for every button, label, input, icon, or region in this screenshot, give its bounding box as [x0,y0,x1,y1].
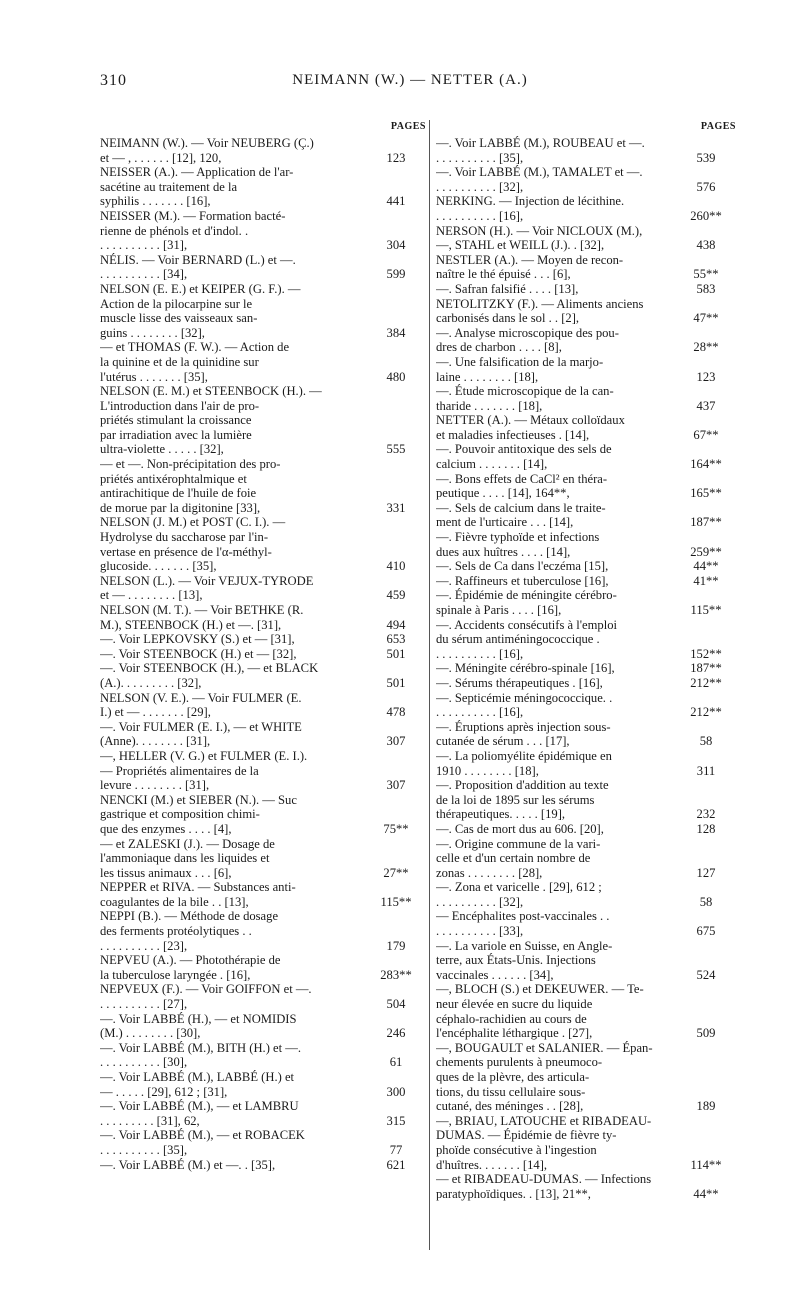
index-entry [436,413,736,442]
entry-page-number: 41** [693,573,719,588]
entry-line: Hydrolyse du saccharose par l'in- [100,530,269,545]
entry-line: tions, du tissu cellulaire sous- [436,1084,586,1099]
index-entry [100,574,426,603]
entry-page-number: 67** [693,427,719,442]
entry-page-number: 576 [696,179,716,194]
index-entry [436,1172,736,1201]
entry-page-number: 187** [690,661,722,676]
entry-line: . . . . . . . . . . [16], [436,208,524,223]
entry-page-number: 77 [389,1142,403,1157]
index-entry [100,953,426,982]
entry-page-number: 44** [693,559,719,574]
index-entry [100,1158,426,1173]
index-entry [100,209,426,253]
entry-line: —, BRIAU, LATOUCHE et RIBADEAU- [436,1113,652,1128]
entry-line: chements purulents à pneumoco- [436,1055,603,1070]
entry-line: terre, aux États-Unis. Injections [436,953,596,968]
entry-page-number: 28** [693,340,719,355]
entry-line: NEIMANN (W.). — Voir NEUBERG (Ç.) [100,136,314,150]
entry-line: muscle lisse des vaisseaux san- [100,311,258,326]
entry-page-number: 123 [696,369,716,384]
entry-page-number: 410 [386,559,406,574]
index-entry [436,749,736,778]
entry-line: . . . . . . . . . . [27], [100,997,188,1012]
entry-page-number: 599 [386,267,406,282]
entry-page-number: 152** [690,646,722,661]
entry-line: —. Raffineurs et tuberculose [16], [436,573,609,588]
index-entry [100,661,426,690]
entry-page-number: 128 [696,821,716,836]
index-entry [100,793,426,837]
index-entry [436,574,736,589]
index-entry [100,632,426,647]
entry-page-number: 27** [383,865,409,880]
entry-line: de la loi de 1895 sur les sérums [436,792,595,807]
entry-line: NELSON (E. E.) et KEIPER (G. F.). — [100,281,301,296]
entry-line: —. Accidents consécutifs à l'emploi [436,617,617,632]
entry-line: coagulantes de la bile . . [13], [100,894,249,909]
entry-page-number: 212** [690,675,722,690]
entry-line: NEPVEU (A.). — Photothérapie de [100,953,281,968]
index-entry [436,165,736,194]
entry-line: —. Proposition d'addition au texte [436,778,609,793]
index-entry [100,880,426,909]
pages-column-header: PAGES [700,121,736,132]
index-entry [436,253,736,282]
entry-page-number: 179 [386,938,406,953]
entry-line: l'encéphalite léthargique . [27], [436,1026,593,1041]
index-entry [436,720,736,749]
entry-page-number: 283** [380,967,412,982]
entry-line: naître le thé épuisé . . . [6], [436,267,571,282]
entry-line: NEPPER et RIVA. — Substances anti- [100,880,296,895]
entry-line: (Anne). . . . . . . . [31], [100,734,211,749]
entry-line: sacétine au traitement de la [100,179,238,194]
entry-line: —. Étude microscopique de la can- [436,384,614,399]
entry-line: céphalo-rachidien au cours de [436,1011,587,1026]
index-entry [436,136,736,165]
entry-line: NEISSER (A.). — Application de l'ar- [100,165,294,180]
entry-line: peutique . . . . [14], 164**, [436,486,570,501]
entry-line: et — , . . . . . . [12], 120, [100,150,222,165]
column-divider [429,120,430,1250]
entry-page-number: 437 [696,398,716,413]
entry-line: NELSON (V. E.). — Voir FULMER (E. [100,690,302,705]
entry-page-number: 311 [696,763,716,778]
entry-line: l'utérus . . . . . . . [35], [100,369,208,384]
entry-line: —. Voir FULMER (E. I.), — et WHITE [100,719,302,734]
entry-page-number: 653 [386,632,406,647]
entry-page-number: 260** [690,208,722,223]
entry-line: . . . . . . . . . . [35], [436,150,524,165]
index-entry [100,691,426,720]
index-entry [436,282,736,297]
entry-page-number: 480 [386,369,406,384]
entry-line: priétés stimulant la croissance [100,413,252,428]
entry-page-number: 75** [383,821,409,836]
entry-line: — et ZALESKI (J.). — Dosage de [100,836,275,851]
entry-line: — Propriétés alimentaires de la [100,763,259,778]
entry-line: —, BLOCH (S.) et DEKEUWER. — Te- [436,982,644,997]
entry-line: —. Épidémie de méningite cérébro- [436,588,617,603]
index-entry [100,1099,426,1128]
entry-line: cutané, des méninges . . [28], [436,1099,584,1114]
entry-line: rienne de phénols et d'indol. . [100,223,249,238]
entry-line: gastrique et composition chimi- [100,807,260,822]
entry-line: —. Voir STEENBOCK (H.) et — [32], [100,646,297,661]
entry-page-number: 115** [690,603,722,617]
entry-page-number: 524 [696,967,716,982]
entry-line: cutanée de sérum . . . [17], [436,734,570,749]
entry-page-number: 504 [386,997,406,1012]
entry-line: laine . . . . . . . . [18], [436,369,539,384]
entry-line: —, HELLER (V. G.) et FULMER (E. I.). [100,748,308,763]
entry-line: —. Voir LABBÉ (M.), TAMALET et —. [436,165,643,180]
entry-line: NELSON (J. M.) et POST (C. I.). — [100,515,286,530]
pages-column-header: PAGES [390,121,426,132]
entry-page-number: 583 [696,281,716,296]
entry-line: . . . . . . . . . . [31], [100,238,188,253]
entry-line: zonas . . . . . . . . [28], [436,865,543,880]
entry-line: —. Voir LABBÉ (H.), — et NOMIDIS [100,1011,297,1026]
entry-line: NELSON (E. M.) et STEENBOCK (H.). — [100,384,322,399]
entry-line: —. Septicémie méningococcique. . [436,690,613,705]
entry-line: —. Une falsification de la marjo- [436,354,604,369]
entry-line: priétés antixérophtalmique et [100,471,247,486]
index-entry [100,136,426,165]
entry-page-number: 212** [690,705,722,720]
index-entry [100,982,426,1011]
entry-line: —. Analyse microscopique des pou- [436,325,619,340]
entry-line: NEPVEUX (F.). — Voir GOIFFON et —. [100,982,312,997]
entry-line: M.), STEENBOCK (H.) et —. [31], [100,617,282,632]
index-entry [436,939,736,983]
index-entry [436,676,736,691]
entry-line: la tuberculose laryngée . [16], [100,967,251,982]
entry-line: tharide . . . . . . . [18], [436,398,543,413]
entry-line: —. Éruptions après injection sous- [436,719,611,734]
entry-line: — et THOMAS (F. W.). — Action de [100,340,290,355]
entry-line: ment de l'urticaire . . . [14], [436,515,574,530]
index-entry [436,588,736,617]
entry-page-number: 621 [386,1157,406,1172]
entry-line: —. Origine commune de la vari- [436,836,601,851]
entry-page-number: 304 [386,238,406,253]
entry-line: I.) et — . . . . . . . [29], [100,705,211,720]
entry-page-number: 315 [386,1113,406,1128]
entry-line: . . . . . . . . . . [16], [436,646,524,661]
entry-page-number: 164** [690,457,722,472]
entry-page-number: 300 [386,1084,406,1099]
entry-line: . . . . . . . . . . [32], [436,179,524,194]
entry-line: —. Voir LEPKOVSKY (S.) et — [31], [100,632,295,647]
entry-line: antirachitique de l'huile de foie [100,486,257,501]
entry-line: — et RIBADEAU-DUMAS. — Infections [436,1172,652,1187]
entry-page-number: 675 [696,924,716,939]
entry-list [436,136,736,1201]
entry-line: dres de charbon . . . . [8], [436,340,562,355]
index-entry [100,457,426,515]
index-entry [436,837,736,881]
entry-line: —. Zona et varicelle . [29], 612 ; [436,880,602,895]
entry-line: calcium . . . . . . . [14], [436,457,548,472]
index-entry [100,384,426,457]
entry-page-number: 115** [380,894,412,909]
entry-page-number: 494 [386,617,406,632]
entry-line: celle et d'un certain nombre de [436,851,591,866]
index-entry [100,837,426,881]
entry-line: —. Sels de Ca dans l'eczéma [15], [436,559,609,574]
entry-page-number: 189 [696,1099,716,1114]
entry-line: —. La poliomyélite épidémique en [436,748,612,763]
entry-page-number: 55** [693,267,719,282]
entry-page-number: 459 [386,588,406,603]
entry-page-number: 44** [693,1186,719,1201]
entry-line: ques de la plèvre, des articula- [436,1070,590,1084]
entry-line: NERSON (H.). — Voir NICLOUX (M.), [436,223,643,238]
entry-page-number: 246 [386,1026,406,1041]
entry-line: DUMAS. — Épidémie de fièvre ty- [436,1128,617,1143]
entry-page-number: 165** [690,486,722,501]
entry-line: NETOLITZKY (F.). — Aliments anciens [436,296,644,311]
entry-line: — . . . . . [29], 612 ; [31], [100,1084,228,1099]
index-entry [100,720,426,749]
index-entry [436,355,736,384]
entry-page-number: 232 [696,807,716,822]
entry-line: spinale à Paris . . . . [16], [436,603,562,617]
entry-page-number: 47** [693,311,719,326]
entry-line: NEPPI (B.). — Méthode de dosage [100,909,279,924]
entry-page-number: 555 [386,442,406,457]
entry-line: —. Fièvre typhoïde et infections [436,530,600,545]
index-entry [100,1070,426,1099]
entry-line: paratyphoïdiques. . [13], 21**, [436,1186,591,1201]
entry-line: —. Voir LABBÉ (M.), — et LAMBRU [100,1099,299,1114]
entry-line: —. Sels de calcium dans le traite- [436,500,606,515]
entry-line: et maladies infectieuses . [14], [436,427,590,442]
index-column-left [100,118,426,1172]
entry-line: . . . . . . . . . . [34], [100,267,188,282]
entry-page-number: 509 [696,1026,716,1041]
entry-line: de morue par la digitonine [33], [100,500,261,515]
entry-line: guins . . . . . . . . [32], [100,325,205,340]
entry-line: —. Voir LABBÉ (M.) et —. . [35], [100,1157,276,1172]
entry-line: neur élevée en sucre du liquide [436,997,593,1012]
index-entry [100,1041,426,1070]
entry-line: —. Voir LABBÉ (M.), ROUBEAU et —. [436,136,645,150]
entry-line: —. Voir LABBÉ (M.), — et ROBACEK [100,1128,305,1143]
index-entry [100,1012,426,1041]
index-entry [100,603,426,632]
entry-line: des ferments protéolytiques . . [100,924,252,939]
entry-line: vertase en présence de l'α-méthyl- [100,544,272,559]
entry-line: —. Voir STEENBOCK (H.), — et BLACK [100,661,319,676]
index-entry [436,194,736,223]
entry-page-number: 438 [696,238,716,253]
entry-line: . . . . . . . . . . [16], [436,705,524,720]
entry-line: —, STAHL et WEILL (J.). . [32], [436,238,605,253]
entry-line: du sérum antiméningococcique . [436,632,600,647]
page-number: 310 [100,72,127,89]
index-entry [436,661,736,676]
entry-line: —. Pouvoir antitoxique des sels de [436,442,612,457]
entry-page-number: 58 [699,734,713,749]
entry-line: la quinine et de la quinidine sur [100,354,259,369]
entry-line: —. Voir LABBÉ (M.), LABBÉ (H.) et [100,1070,295,1084]
index-entry [100,515,426,573]
entry-page-number: 123 [386,150,406,165]
entry-line: NESTLER (A.). — Moyen de recon- [436,252,624,267]
entry-line: vaccinales . . . . . . [34], [436,967,554,982]
entry-line: . . . . . . . . . . [30], [100,1055,188,1070]
entry-line: NENCKI (M.) et SIEBER (N.). — Suc [100,792,297,807]
page-header [100,72,720,96]
running-title: NEIMANN (W.) — NETTER (A.) [292,72,528,88]
entry-line: NELSON (L.). — Voir VEJUX-TYRODE [100,573,314,588]
entry-line: —. Bons effets de CaCl² en théra- [436,471,608,486]
entry-page-number: 501 [386,675,406,690]
index-entry [436,618,736,662]
index-entry [436,384,736,413]
index-entry [436,297,736,326]
index-entry [436,326,736,355]
entry-line: —. Voir LABBÉ (M.), BITH (H.) et —. [100,1040,302,1055]
entry-line: —. Sérums thérapeutiques . [16], [436,675,603,690]
entry-line: l'ammoniaque dans les liquides et [100,851,270,866]
index-entry [436,530,736,559]
entry-line: —. La variole en Suisse, en Angle- [436,938,613,953]
entry-page-number: 384 [386,325,406,340]
entry-line: NEISSER (M.). — Formation bacté- [100,208,286,223]
entry-page-number: 259** [690,544,722,559]
entry-line: ultra-violette . . . . . [32], [100,442,224,457]
entry-line: . . . . . . . . . . [35], [100,1142,188,1157]
entry-line: L'introduction dans l'air de pro- [100,398,260,413]
entry-line: NETTER (A.). — Métaux colloïdaux [436,413,625,428]
index-entry [100,909,426,953]
index-entry [100,253,426,282]
index-entry [436,501,736,530]
entry-page-number: 307 [386,778,406,793]
entry-line: et — . . . . . . . . [13], [100,588,203,603]
index-entry [100,749,426,793]
index-entry [436,880,736,909]
entry-page-number: 61 [389,1055,403,1070]
index-entry [436,691,736,720]
entry-line: NELSON (M. T.). — Voir BETHKE (R. [100,603,304,617]
entry-line: —. Cas de mort dus au 606. [20], [436,821,604,836]
index-entry [100,340,426,384]
entry-line: thérapeutiques. . . . . [19], [436,807,566,822]
index-entry [436,442,736,471]
index-entry [436,1114,736,1172]
index-entry [100,165,426,209]
entry-page-number: 331 [386,500,406,515]
entry-line: glucoside. . . . . . . [35], [100,559,217,574]
entry-page-number: 307 [386,734,406,749]
entry-page-number: 58 [699,894,713,909]
entry-page-number: 539 [696,150,716,165]
entry-line: Action de la pilocarpine sur le [100,296,253,311]
entry-line: . . . . . . . . . . [33], [436,924,524,939]
entry-line: NÉLIS. — Voir BERNARD (L.) et —. [100,252,296,267]
entry-line: dues aux huîtres . . . . [14], [436,544,571,559]
entry-line: carbonisés dans le sol . . [2], [436,311,580,326]
entry-line: . . . . . . . . . . [32], [436,894,524,909]
entry-line: que des enzymes . . . . [4], [100,821,232,836]
entry-line: NERKING. — Injection de lécithine. [436,194,625,209]
index-entry [100,1128,426,1157]
entry-line: . . . . . . . . . . [23], [100,938,188,953]
entry-line: —, BOUGAULT et SALANIER. — Épan- [436,1040,653,1055]
entry-line: — et —. Non-précipitation des pro- [100,457,281,472]
entry-line: —. Méningite cérébro-spinale [16], [436,661,615,676]
index-entry [436,909,736,938]
index-entry [436,822,736,837]
entry-line: . . . . . . . . . [31], 62, [100,1113,200,1128]
entry-page-number: 127 [696,865,716,880]
entry-page-number: 441 [386,194,406,209]
index-entry [436,559,736,574]
entry-line: phoïde consécutive à l'ingestion [436,1142,597,1157]
entry-list [100,136,426,1172]
entry-page-number: 501 [386,646,406,661]
entry-line: 1910 . . . . . . . . [18], [436,763,539,778]
entry-line: (M.) . . . . . . . . [30], [100,1026,201,1041]
index-entry [436,982,736,1040]
index-entry [436,472,736,501]
entry-line: par irradiation avec la lumière [100,427,252,442]
entry-line: —. Safran falsifié . . . . [13], [436,281,579,296]
index-entry [436,224,736,253]
entry-page-number: 187** [690,515,722,530]
index-entry [436,1041,736,1114]
entry-page-number: 114** [690,1157,722,1172]
entry-line: syphilis . . . . . . . [16], [100,194,211,209]
index-entry [100,647,426,662]
entry-line: (A.). . . . . . . . . [32], [100,675,202,690]
entry-page-number: 478 [386,705,406,720]
entry-line: d'huîtres. . . . . . . [14], [436,1157,548,1172]
index-column-right [436,118,736,1201]
entry-line: — Encéphalites post-vaccinales . . [436,909,610,924]
index-entry [436,778,736,822]
entry-line: levure . . . . . . . . [31], [100,778,210,793]
entry-line: les tissus animaux . . . [6], [100,865,232,880]
index-entry [100,282,426,340]
